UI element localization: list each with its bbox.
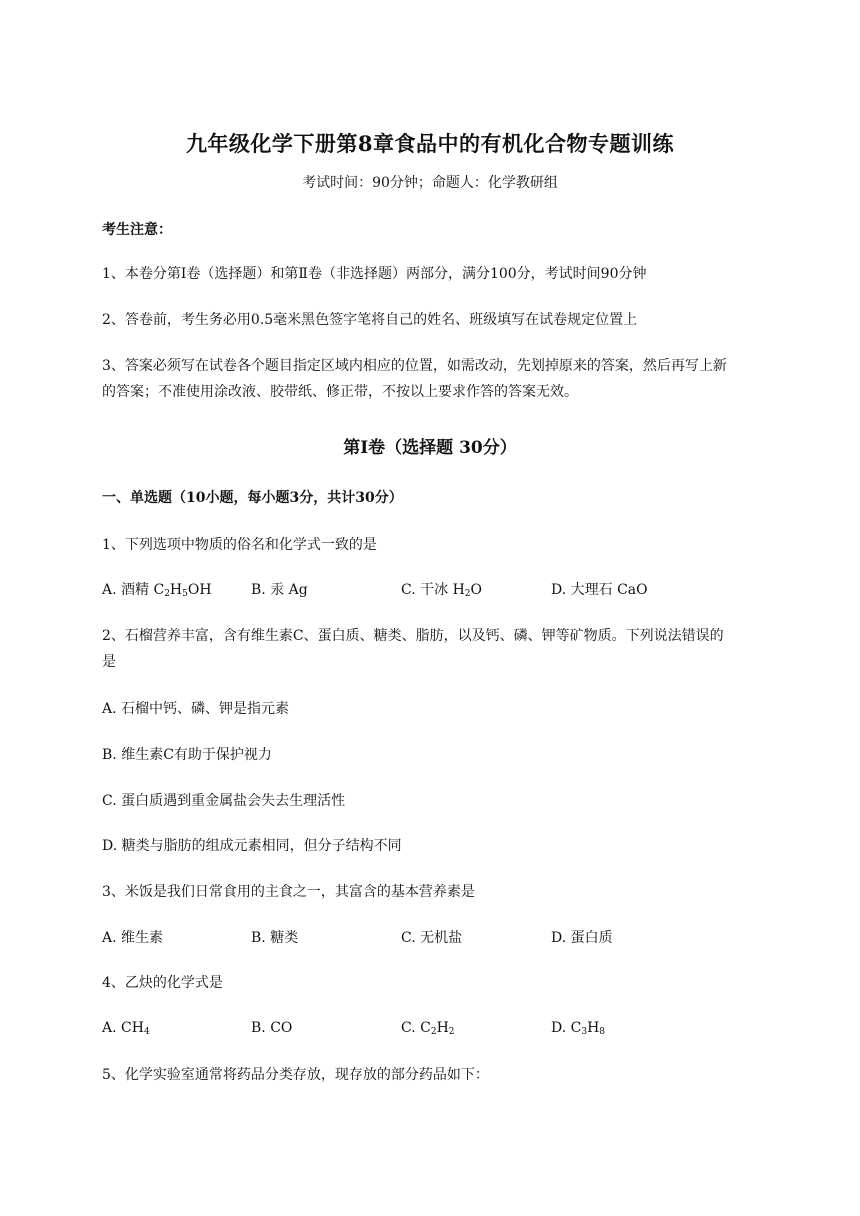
notice-item-1: 1、本卷分第I卷（选择题）和第Ⅱ卷（非选择题）两部分，满分100分，考试时间90分钟: [102, 266, 647, 282]
question-2-option-b: B. 维生素C有助于保护视力: [102, 747, 272, 763]
question-2-option-c: C. 蛋白质遇到重金属盐会失去生理活性: [102, 793, 346, 809]
question-4-option-c: C. $C_2H_2$: [401, 1020, 455, 1037]
page-subtitle: 考试时间：90分钟；命题人：化学教研组: [302, 175, 558, 191]
question-1-stem: 1、下列选项中物质的俗名和化学式一致的是: [102, 537, 377, 553]
question-2-stem-cont: 是: [102, 654, 116, 670]
question-1-option-a: A. 酒精 $C_2H_5OH$: [102, 582, 212, 599]
question-4-stem: 4、乙炔的化学式是: [102, 975, 223, 991]
notice-heading: 考生注意：: [102, 222, 172, 238]
notice-item-3: 3、答案必须写在试卷各个题目指定区域内相应的位置，如需改动，先划掉原来的答案，然后再写上新: [102, 358, 727, 374]
question-4-option-a: A. $CH_4$: [102, 1020, 150, 1037]
question-3-option-c: C. 无机盐: [401, 930, 463, 946]
question-3-option-a: A. 维生素: [102, 930, 164, 946]
question-2-option-a: A. 石榴中钙、磷、钾是指元素: [102, 701, 290, 717]
question-4-option-b: B. CO: [251, 1020, 293, 1036]
question-2-option-d: D. 糖类与脂肪的组成元素相同，但分子结构不同: [102, 838, 402, 854]
question-1-option-c: C. 干冰 $H_2O$: [401, 582, 482, 599]
section-title: 第I卷（选择题 30分）: [343, 438, 517, 458]
question-3-stem: 3、米饭是我们日常食用的主食之一，其富含的基本营养素是: [102, 884, 475, 900]
question-3-option-d: D. 蛋白质: [551, 930, 613, 946]
question-1-option-d: D. 大理石 CaO: [551, 582, 648, 598]
question-3-option-b: B. 糖类: [251, 930, 299, 946]
notice-item-2: 2、答卷前，考生务必用0.5毫米黑色签字笔将自己的姓名、班级填写在试卷规定位置上: [102, 312, 638, 328]
part-heading: 一、单选题（10小题，每小题3分，共计30分）: [102, 490, 403, 506]
page-title: 九年级化学下册第8章食品中的有机化合物专题训练: [185, 131, 675, 156]
question-1-option-b: B. 汞 Ag: [251, 582, 308, 598]
question-4-option-d: D. $C_3H_8$: [551, 1020, 606, 1037]
question-5-stem: 5、化学实验室通常将药品分类存放，现存放的部分药品如下：: [102, 1067, 489, 1083]
question-2-stem: 2、石榴营养丰富，含有维生素C、蛋白质、糖类、脂肪，以及钙、磷、钾等矿物质。下列说法错误的: [102, 628, 724, 644]
notice-item-3-cont: 的答案；不准使用涂改液、胶带纸、修正带，不按以上要求作答的答案无效。: [102, 384, 578, 400]
